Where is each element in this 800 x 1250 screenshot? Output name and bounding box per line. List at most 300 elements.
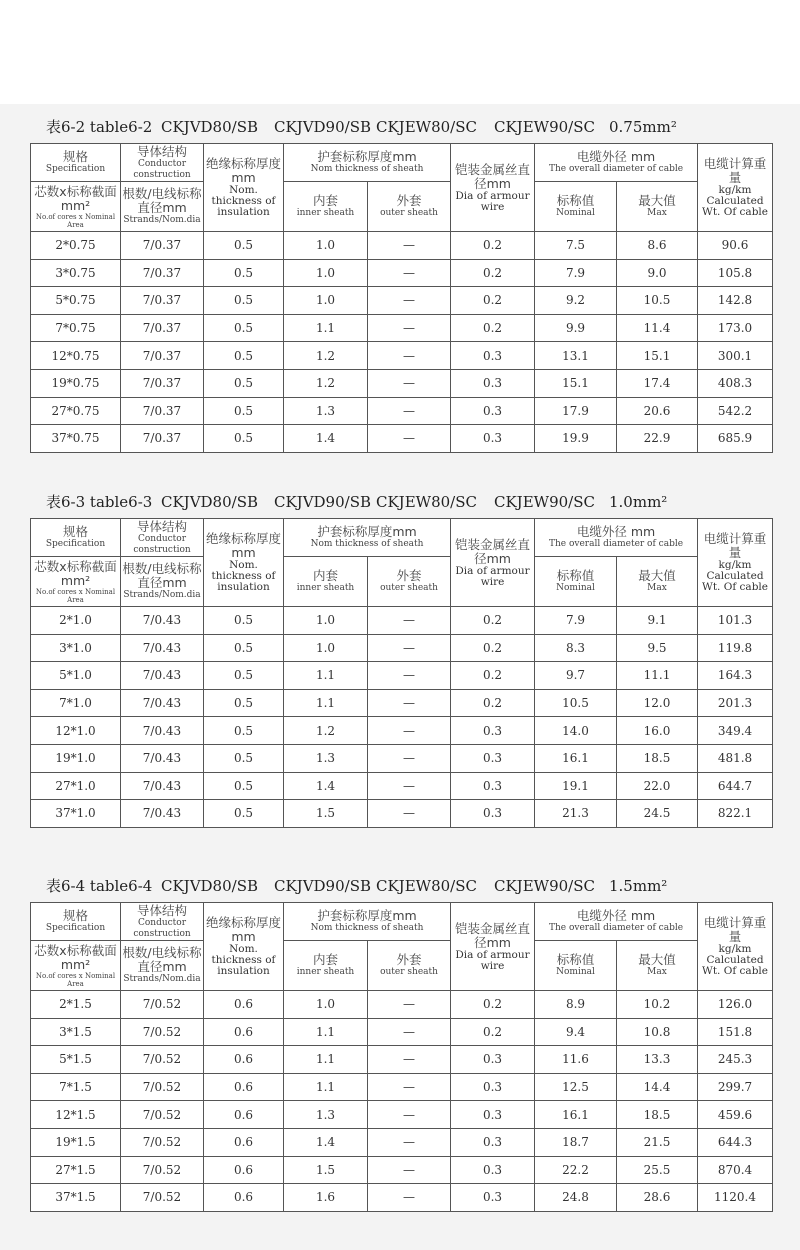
model-2: CKJVD90/SB (274, 118, 371, 136)
strands-cell: 7/0.52 (121, 1046, 204, 1074)
model-2: CKJVD90/SB (274, 493, 371, 511)
cores-cell: 27*1.5 (31, 1156, 121, 1184)
max-diameter-cell: 24.5 (617, 800, 698, 828)
header-weight: 电缆计算重 量 kg/km Calculated Wt. Of cable (698, 519, 773, 607)
nominal-diameter-cell: 19.9 (535, 425, 617, 453)
header-diameter: 电缆外径 mm The overall diameter of cable (535, 144, 698, 182)
max-diameter-cell: 15.1 (617, 342, 698, 370)
header-row-2 (31, 941, 773, 991)
header-conductor: 导体结构 Conductor construction (121, 519, 204, 557)
strands-cell: 7/0.43 (121, 772, 204, 800)
insulation-cell: 0.6 (204, 1073, 284, 1101)
armour-cell: 0.2 (451, 1018, 535, 1046)
table-title (46, 876, 689, 896)
inner-sheath-cell: 1.0 (284, 259, 368, 287)
header-nominal: 标称值 Nominal (535, 557, 617, 607)
max-diameter-cell: 17.4 (617, 369, 698, 397)
table-row (31, 662, 773, 690)
armour-cell: 0.3 (451, 1128, 535, 1156)
strands-cell: 7/0.52 (121, 1073, 204, 1101)
model-4: CKJEW90/SC (494, 877, 595, 895)
max-diameter-cell: 18.5 (617, 744, 698, 772)
max-diameter-cell: 11.1 (617, 662, 698, 690)
insulation-cell: 0.5 (204, 425, 284, 453)
insulation-cell: 0.5 (204, 662, 284, 690)
outer-sheath-cell: — (368, 634, 451, 662)
max-diameter-cell: 9.0 (617, 259, 698, 287)
header-armour: 铠装金属丝直径mm Dia of armour wire (451, 519, 535, 607)
outer-sheath-cell: — (368, 689, 451, 717)
insulation-cell: 0.6 (204, 1128, 284, 1156)
weight-cell: 173.0 (698, 314, 773, 342)
header-cores: 芯数x标称截面mm² No.of cores x Nominal Area (31, 941, 121, 991)
header-inner-sheath: 内套 inner sheath (284, 182, 368, 232)
cores-cell: 5*1.0 (31, 662, 121, 690)
model-3: CKJEW80/SC (376, 493, 477, 511)
header-max: 最大值 Max (617, 182, 698, 232)
insulation-cell: 0.5 (204, 232, 284, 260)
model-1: CKJVD80/SB (161, 877, 258, 895)
outer-sheath-cell: — (368, 1101, 451, 1129)
inner-sheath-cell: 1.0 (284, 991, 368, 1019)
strands-cell: 7/0.43 (121, 689, 204, 717)
max-diameter-cell: 25.5 (617, 1156, 698, 1184)
model-4: CKJEW90/SC (494, 118, 595, 136)
nominal-diameter-cell: 19.1 (535, 772, 617, 800)
outer-sheath-cell: — (368, 425, 451, 453)
nominal-diameter-cell: 8.3 (535, 634, 617, 662)
weight-cell: 151.8 (698, 1018, 773, 1046)
header-nominal: 标称值 Nominal (535, 182, 617, 232)
inner-sheath-cell: 1.4 (284, 772, 368, 800)
max-diameter-cell: 28.6 (617, 1184, 698, 1212)
inner-sheath-cell: 1.5 (284, 800, 368, 828)
cores-cell: 7*0.75 (31, 314, 121, 342)
header-weight: 电缆计算重 量 kg/km Calculated Wt. Of cable (698, 144, 773, 232)
header-spec: 规格 Specification (31, 519, 121, 557)
header-insulation: 绝缘标称厚度mm Nom. thickness of insulation (204, 903, 284, 991)
strands-cell: 7/0.52 (121, 991, 204, 1019)
max-diameter-cell: 9.5 (617, 634, 698, 662)
armour-cell: 0.2 (451, 634, 535, 662)
armour-cell: 0.2 (451, 991, 535, 1019)
armour-cell: 0.3 (451, 1101, 535, 1129)
armour-cell: 0.3 (451, 369, 535, 397)
model-1: CKJVD80/SB (161, 493, 258, 511)
nominal-diameter-cell: 21.3 (535, 800, 617, 828)
outer-sheath-cell: — (368, 1184, 451, 1212)
armour-cell: 0.3 (451, 1156, 535, 1184)
weight-cell: 126.0 (698, 991, 773, 1019)
header-strands: 根数/电线标称直径mm Strands/Nom.dia (121, 182, 204, 232)
weight-cell: 349.4 (698, 717, 773, 745)
strands-cell: 7/0.37 (121, 232, 204, 260)
cores-cell: 27*1.0 (31, 772, 121, 800)
weight-cell: 119.8 (698, 634, 773, 662)
max-diameter-cell: 10.5 (617, 287, 698, 315)
strands-cell: 7/0.37 (121, 397, 204, 425)
table-row (31, 287, 773, 315)
table-row (31, 800, 773, 828)
header-outer-sheath: 外套 outer sheath (368, 182, 451, 232)
weight-cell: 822.1 (698, 800, 773, 828)
header-insulation: 绝缘标称厚度mm Nom. thickness of insulation (204, 519, 284, 607)
outer-sheath-cell: — (368, 607, 451, 635)
weight-cell: 481.8 (698, 744, 773, 772)
table-row (31, 1184, 773, 1212)
outer-sheath-cell: — (368, 369, 451, 397)
model-2: CKJVD90/SB (274, 877, 371, 895)
table-number: 表6-4 table6-4 (46, 877, 153, 895)
inner-sheath-cell: 1.6 (284, 1184, 368, 1212)
header-row-1 (31, 144, 773, 182)
armour-cell: 0.3 (451, 342, 535, 370)
outer-sheath-cell: — (368, 397, 451, 425)
inner-sheath-cell: 1.3 (284, 744, 368, 772)
inner-sheath-cell: 1.2 (284, 717, 368, 745)
weight-cell: 870.4 (698, 1156, 773, 1184)
weight-cell: 201.3 (698, 689, 773, 717)
strands-cell: 7/0.37 (121, 425, 204, 453)
armour-cell: 0.3 (451, 1046, 535, 1074)
armour-cell: 0.2 (451, 287, 535, 315)
nominal-diameter-cell: 18.7 (535, 1128, 617, 1156)
weight-cell: 1120.4 (698, 1184, 773, 1212)
inner-sheath-cell: 1.0 (284, 287, 368, 315)
armour-cell: 0.3 (451, 744, 535, 772)
nominal-diameter-cell: 16.1 (535, 744, 617, 772)
header-row-1 (31, 903, 773, 941)
weight-cell: 90.6 (698, 232, 773, 260)
cores-cell: 12*1.0 (31, 717, 121, 745)
table-row (31, 634, 773, 662)
cores-cell: 7*1.0 (31, 689, 121, 717)
header-strands: 根数/电线标称直径mm Strands/Nom.dia (121, 941, 204, 991)
header-max: 最大值 Max (617, 557, 698, 607)
header-sheath: 护套标称厚度mm Nom thickness of sheath (284, 519, 451, 557)
nominal-diameter-cell: 17.9 (535, 397, 617, 425)
nominal-diameter-cell: 22.2 (535, 1156, 617, 1184)
max-diameter-cell: 10.2 (617, 991, 698, 1019)
armour-cell: 0.2 (451, 607, 535, 635)
strands-cell: 7/0.43 (121, 717, 204, 745)
strands-cell: 7/0.43 (121, 800, 204, 828)
inner-sheath-cell: 1.5 (284, 1156, 368, 1184)
table-title (46, 492, 689, 512)
inner-sheath-cell: 1.1 (284, 662, 368, 690)
header-cores: 芯数x标称截面mm² No.of cores x Nominal Area (31, 182, 121, 232)
nominal-diameter-cell: 10.5 (535, 689, 617, 717)
table-row (31, 425, 773, 453)
max-diameter-cell: 18.5 (617, 1101, 698, 1129)
weight-cell: 164.3 (698, 662, 773, 690)
cores-cell: 3*1.5 (31, 1018, 121, 1046)
table-row (31, 689, 773, 717)
max-diameter-cell: 20.6 (617, 397, 698, 425)
weight-cell: 245.3 (698, 1046, 773, 1074)
table-row (31, 607, 773, 635)
weight-cell: 105.8 (698, 259, 773, 287)
outer-sheath-cell: — (368, 259, 451, 287)
outer-sheath-cell: — (368, 991, 451, 1019)
weight-cell: 142.8 (698, 287, 773, 315)
table-row (31, 232, 773, 260)
header-spec: 规格 Specification (31, 903, 121, 941)
nominal-area: 1.5mm² (609, 877, 668, 895)
table-row (31, 1128, 773, 1156)
weight-cell: 685.9 (698, 425, 773, 453)
strands-cell: 7/0.52 (121, 1018, 204, 1046)
outer-sheath-cell: — (368, 314, 451, 342)
weight-cell: 299.7 (698, 1073, 773, 1101)
armour-cell: 0.2 (451, 662, 535, 690)
table-row (31, 991, 773, 1019)
cores-cell: 12*0.75 (31, 342, 121, 370)
strands-cell: 7/0.52 (121, 1128, 204, 1156)
table-row (31, 314, 773, 342)
insulation-cell: 0.6 (204, 1101, 284, 1129)
header-outer-sheath: 外套 outer sheath (368, 941, 451, 991)
outer-sheath-cell: — (368, 1073, 451, 1101)
outer-sheath-cell: — (368, 717, 451, 745)
spec-table (30, 143, 773, 453)
weight-cell: 408.3 (698, 369, 773, 397)
header-insulation: 绝缘标称厚度mm Nom. thickness of insulation (204, 144, 284, 232)
max-diameter-cell: 22.0 (617, 772, 698, 800)
table-row (31, 1101, 773, 1129)
strands-cell: 7/0.52 (121, 1156, 204, 1184)
weight-cell: 644.7 (698, 772, 773, 800)
cores-cell: 5*0.75 (31, 287, 121, 315)
inner-sheath-cell: 1.1 (284, 314, 368, 342)
header-strands: 根数/电线标称直径mm Strands/Nom.dia (121, 557, 204, 607)
nominal-diameter-cell: 24.8 (535, 1184, 617, 1212)
max-diameter-cell: 22.9 (617, 425, 698, 453)
spec-table (30, 518, 773, 828)
nominal-diameter-cell: 7.9 (535, 607, 617, 635)
nominal-diameter-cell: 9.4 (535, 1018, 617, 1046)
table-row (31, 1018, 773, 1046)
cores-cell: 37*1.5 (31, 1184, 121, 1212)
header-outer-sheath: 外套 outer sheath (368, 557, 451, 607)
cores-cell: 7*1.5 (31, 1073, 121, 1101)
cores-cell: 19*1.5 (31, 1128, 121, 1156)
armour-cell: 0.2 (451, 689, 535, 717)
inner-sheath-cell: 1.4 (284, 1128, 368, 1156)
outer-sheath-cell: — (368, 287, 451, 315)
inner-sheath-cell: 1.3 (284, 397, 368, 425)
model-3: CKJEW80/SC (376, 877, 477, 895)
header-sheath: 护套标称厚度mm Nom thickness of sheath (284, 903, 451, 941)
armour-cell: 0.3 (451, 397, 535, 425)
max-diameter-cell: 16.0 (617, 717, 698, 745)
header-conductor: 导体结构 Conductor construction (121, 903, 204, 941)
cores-cell: 37*0.75 (31, 425, 121, 453)
max-diameter-cell: 11.4 (617, 314, 698, 342)
inner-sheath-cell: 1.4 (284, 425, 368, 453)
table-row (31, 1156, 773, 1184)
insulation-cell: 0.5 (204, 342, 284, 370)
outer-sheath-cell: — (368, 342, 451, 370)
outer-sheath-cell: — (368, 1128, 451, 1156)
header-row-2 (31, 182, 773, 232)
insulation-cell: 0.6 (204, 1018, 284, 1046)
header-diameter: 电缆外径 mm The overall diameter of cable (535, 903, 698, 941)
model-3: CKJEW80/SC (376, 118, 477, 136)
weight-cell: 644.3 (698, 1128, 773, 1156)
insulation-cell: 0.5 (204, 634, 284, 662)
insulation-cell: 0.5 (204, 397, 284, 425)
armour-cell: 0.3 (451, 800, 535, 828)
cores-cell: 2*1.5 (31, 991, 121, 1019)
nominal-diameter-cell: 13.1 (535, 342, 617, 370)
header-row-2 (31, 557, 773, 607)
inner-sheath-cell: 1.0 (284, 634, 368, 662)
strands-cell: 7/0.52 (121, 1184, 204, 1212)
insulation-cell: 0.6 (204, 1156, 284, 1184)
nominal-diameter-cell: 16.1 (535, 1101, 617, 1129)
insulation-cell: 0.6 (204, 991, 284, 1019)
insulation-cell: 0.5 (204, 689, 284, 717)
header-max: 最大值 Max (617, 941, 698, 991)
inner-sheath-cell: 1.1 (284, 689, 368, 717)
outer-sheath-cell: — (368, 1046, 451, 1074)
insulation-cell: 0.5 (204, 369, 284, 397)
nominal-diameter-cell: 12.5 (535, 1073, 617, 1101)
strands-cell: 7/0.43 (121, 634, 204, 662)
nominal-area: 1.0mm² (609, 493, 668, 511)
armour-cell: 0.3 (451, 1184, 535, 1212)
insulation-cell: 0.6 (204, 1046, 284, 1074)
nominal-diameter-cell: 9.9 (535, 314, 617, 342)
cores-cell: 5*1.5 (31, 1046, 121, 1074)
cores-cell: 3*0.75 (31, 259, 121, 287)
strands-cell: 7/0.37 (121, 259, 204, 287)
header-conductor: 导体结构 Conductor construction (121, 144, 204, 182)
inner-sheath-cell: 1.1 (284, 1018, 368, 1046)
header-nominal: 标称值 Nominal (535, 941, 617, 991)
cores-cell: 27*0.75 (31, 397, 121, 425)
nominal-diameter-cell: 9.7 (535, 662, 617, 690)
insulation-cell: 0.5 (204, 314, 284, 342)
insulation-cell: 0.5 (204, 287, 284, 315)
weight-cell: 300.1 (698, 342, 773, 370)
strands-cell: 7/0.37 (121, 369, 204, 397)
header-sheath: 护套标称厚度mm Nom thickness of sheath (284, 144, 451, 182)
max-diameter-cell: 14.4 (617, 1073, 698, 1101)
nominal-diameter-cell: 7.9 (535, 259, 617, 287)
header-armour: 铠装金属丝直径mm Dia of armour wire (451, 903, 535, 991)
nominal-diameter-cell: 11.6 (535, 1046, 617, 1074)
table-number: 表6-3 table6-3 (46, 493, 153, 511)
cores-cell: 19*0.75 (31, 369, 121, 397)
inner-sheath-cell: 1.1 (284, 1073, 368, 1101)
max-diameter-cell: 9.1 (617, 607, 698, 635)
spec-table (30, 902, 773, 1212)
nominal-diameter-cell: 8.9 (535, 991, 617, 1019)
max-diameter-cell: 12.0 (617, 689, 698, 717)
strands-cell: 7/0.43 (121, 607, 204, 635)
outer-sheath-cell: — (368, 772, 451, 800)
armour-cell: 0.3 (451, 772, 535, 800)
table-row (31, 259, 773, 287)
table-row (31, 369, 773, 397)
inner-sheath-cell: 1.0 (284, 607, 368, 635)
weight-cell: 459.6 (698, 1101, 773, 1129)
armour-cell: 0.3 (451, 425, 535, 453)
strands-cell: 7/0.37 (121, 314, 204, 342)
nominal-diameter-cell: 7.5 (535, 232, 617, 260)
outer-sheath-cell: — (368, 800, 451, 828)
cores-cell: 2*0.75 (31, 232, 121, 260)
inner-sheath-cell: 1.2 (284, 342, 368, 370)
table-row (31, 397, 773, 425)
outer-sheath-cell: — (368, 1156, 451, 1184)
cores-cell: 12*1.5 (31, 1101, 121, 1129)
outer-sheath-cell: — (368, 662, 451, 690)
header-diameter: 电缆外径 mm The overall diameter of cable (535, 519, 698, 557)
table-title (46, 117, 689, 137)
header-inner-sheath: 内套 inner sheath (284, 941, 368, 991)
weight-cell: 542.2 (698, 397, 773, 425)
header-weight: 电缆计算重 量 kg/km Calculated Wt. Of cable (698, 903, 773, 991)
outer-sheath-cell: — (368, 744, 451, 772)
table-row (31, 772, 773, 800)
outer-sheath-cell: — (368, 232, 451, 260)
strands-cell: 7/0.43 (121, 744, 204, 772)
insulation-cell: 0.5 (204, 772, 284, 800)
outer-sheath-cell: — (368, 1018, 451, 1046)
cores-cell: 19*1.0 (31, 744, 121, 772)
max-diameter-cell: 21.5 (617, 1128, 698, 1156)
weight-cell: 101.3 (698, 607, 773, 635)
insulation-cell: 0.5 (204, 744, 284, 772)
max-diameter-cell: 8.6 (617, 232, 698, 260)
nominal-area: 0.75mm² (609, 118, 677, 136)
strands-cell: 7/0.52 (121, 1101, 204, 1129)
inner-sheath-cell: 1.0 (284, 232, 368, 260)
header-armour: 铠装金属丝直径mm Dia of armour wire (451, 144, 535, 232)
strands-cell: 7/0.37 (121, 342, 204, 370)
insulation-cell: 0.5 (204, 717, 284, 745)
nominal-diameter-cell: 15.1 (535, 369, 617, 397)
model-4: CKJEW90/SC (494, 493, 595, 511)
nominal-diameter-cell: 9.2 (535, 287, 617, 315)
header-inner-sheath: 内套 inner sheath (284, 557, 368, 607)
header-cores: 芯数x标称截面mm² No.of cores x Nominal Area (31, 557, 121, 607)
header-row-1 (31, 519, 773, 557)
insulation-cell: 0.5 (204, 607, 284, 635)
header-spec: 规格 Specification (31, 144, 121, 182)
cores-cell: 3*1.0 (31, 634, 121, 662)
cores-cell: 37*1.0 (31, 800, 121, 828)
table-row (31, 744, 773, 772)
table-row (31, 717, 773, 745)
inner-sheath-cell: 1.3 (284, 1101, 368, 1129)
insulation-cell: 0.5 (204, 800, 284, 828)
nominal-diameter-cell: 14.0 (535, 717, 617, 745)
max-diameter-cell: 13.3 (617, 1046, 698, 1074)
inner-sheath-cell: 1.1 (284, 1046, 368, 1074)
inner-sheath-cell: 1.2 (284, 369, 368, 397)
table-number: 表6-2 table6-2 (46, 118, 153, 136)
armour-cell: 0.3 (451, 717, 535, 745)
table-row (31, 1073, 773, 1101)
cores-cell: 2*1.0 (31, 607, 121, 635)
max-diameter-cell: 10.8 (617, 1018, 698, 1046)
armour-cell: 0.2 (451, 259, 535, 287)
armour-cell: 0.2 (451, 232, 535, 260)
